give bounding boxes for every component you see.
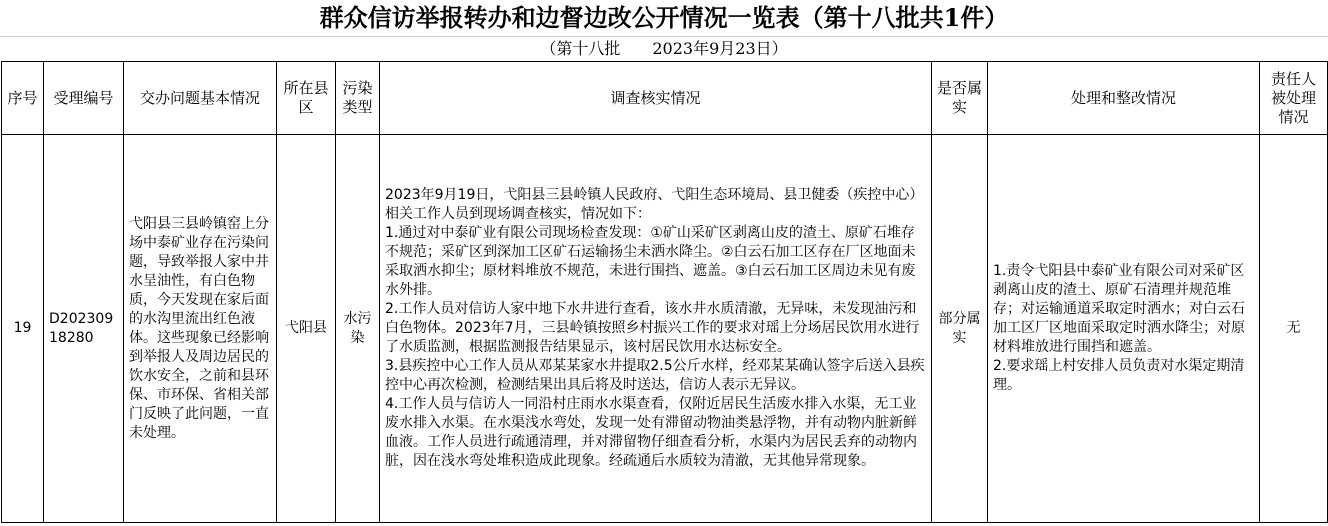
cell-issue: 弋阳县三县岭镇窑上分场中泰矿业存在污染问题，导致举报人家中井水呈油性，有白色物质，今天发现在家后面的水沟里流出红色液体。这些现象已经影响到举报人及周边居民的饮水安全，之前和县环保、市环保、省相关部门反映了此问题，一直未处理。 [124,135,277,523]
investigation-paragraph: 1.通过对中泰矿业有限公司现场检查发现：①矿山采矿区剥离山皮的渣土、原矿石堆存不规范；采矿区到深加工区矿石运输扬尘未洒水降尘。②白云石加工区存在厂区地面未采取洒水抑尘；原材料堆放不规范，未进行围挡、遮盖。③白云石加工区周边未见有废水外排。 [385,225,916,298]
handling-paragraph: 2.要求瑶上村安排人员负责对水渠定期清理。 [993,358,1245,393]
cell-accountability: 无 [1260,135,1328,523]
cell-investigation [380,135,932,523]
investigation-paragraph: 4.工作人员与信访人一同沿村庄雨水水渠查看，仅附近居民生活废水排入水渠，无工业废水排入水渠。在水渠浅水弯处，发现一处有滞留动物油类悬浮物，并有动物内脏新鲜血液。工作人员进行疏通清理，并对滞留物仔细查看分析，水渠内为居民丢弃的动物内脏，因在浅水弯处堆积造成此现象。经疏通后水质较为清澈，无其他异常现象。 [385,396,917,469]
cell-seq: 19 [2,135,44,523]
cell-pollution-type: 水污染 [336,135,380,523]
header-case-no: 受理编号 [44,62,124,135]
header-investigation: 调查核实情况 [380,62,932,135]
header-row [2,62,1328,135]
header-pollution-type: 污染类型 [336,62,380,135]
handling-paragraph: 1.责令弋阳县中泰矿业有限公司对采矿区剥离山皮的渣土、原矿石清理并规范堆存；对运输通道采取定时洒水；对白云石加工区厂区地面采取定时洒水降尘；对原材料堆放进行围挡和遮盖。 [993,263,1245,355]
report-table [1,61,1328,523]
header-accountability: 责任人被处理情况 [1260,62,1328,135]
table-row [2,135,1328,523]
cell-handling [988,135,1260,523]
page-title: 群众信访举报转办和边督边改公开情况一览表（第十八批共1件） [0,0,1328,37]
investigation-paragraph: 2023年9月19日，弋阳县三县岭镇人民政府、弋阳生态环境局、县卫健委（疾控中心）相关工作人员到现场调查核实，情况如下： [385,187,924,222]
header-county: 所在县区 [277,62,336,135]
header-seq: 序号 [2,62,44,135]
header-issue: 交办问题基本情况 [124,62,277,135]
cell-verified: 部分属实 [932,135,988,523]
investigation-paragraph: 2.工作人员对信访人家中地下水井进行查看，该水井水质清澈，无异味，未发现油污和白色物体。2023年7月，三县岭镇按照乡村振兴工作的要求对瑶上分场居民饮用水进行了水质监测，根据监测报告结果显示，该村居民饮用水达标安全。 [385,301,920,355]
header-handling: 处理和整改情况 [988,62,1260,135]
cell-county: 弋阳县 [277,135,336,523]
header-verified: 是否属实 [932,62,988,135]
investigation-paragraph: 3.县疾控中心工作人员从邓某某家水井提取2.5公斤水样，经邓某某确认签字后送入县疾控中心再次检测，检测结果出具后将及时送达，信访人表示无异议。 [385,358,925,393]
page-subtitle: （第十八批 2023年9月23日） [540,39,788,58]
cell-case-no: D20230918280 [44,135,124,523]
